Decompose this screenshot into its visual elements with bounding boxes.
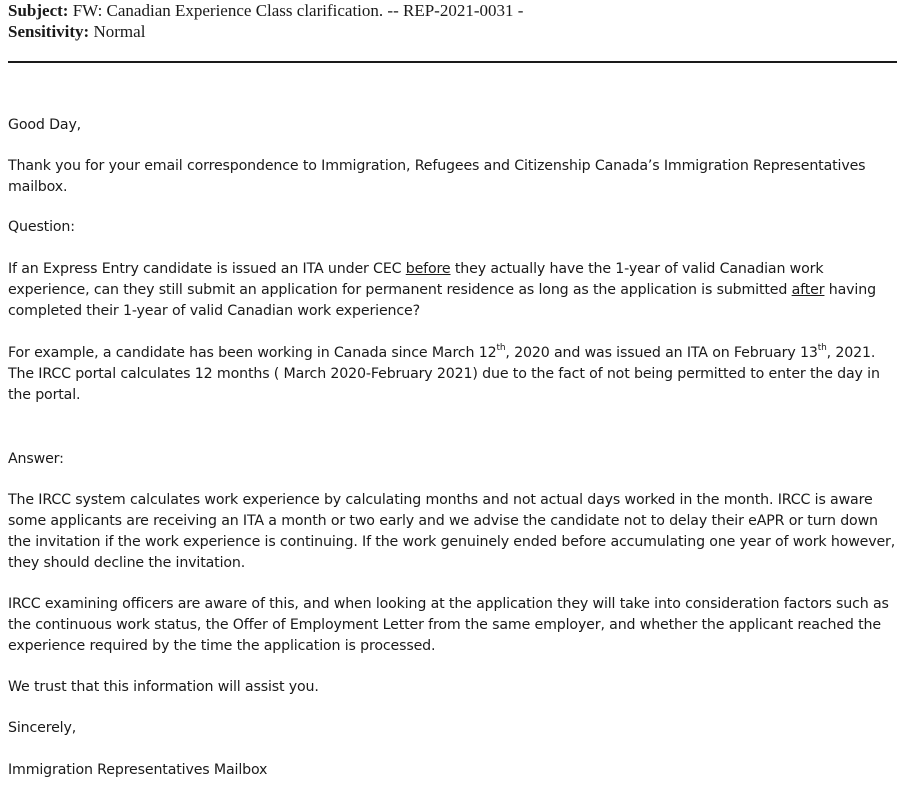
answer-paragraph-1: The IRCC system calculates work experience by calculating months and not actual days worked in the month. IRCC is aware some applicants are receiving an ITA a month or two early and we advise the candidate not to delay their eAPR or turn down the invitation if the work experience is continuing. If the work genuinely ended before accumulating one year of work however, they should decline the invitation. (8, 492, 896, 571)
signature: Immigration Representatives Mailbox (8, 762, 268, 778)
header-divider (8, 61, 897, 63)
trust-line: We trust that this information will assist you. (8, 679, 319, 695)
underlined-after: after (791, 282, 825, 298)
sensitivity-line (8, 21, 523, 42)
sensitivity-value: Normal (93, 22, 146, 41)
ordinal-superscript: th (817, 343, 827, 354)
answer-heading: Answer: (8, 451, 64, 467)
question-paragraph: If an Express Entry candidate is issued an ITA under CEC before they actually have the 1-year of valid Canadian work experience, can they still submit an application for permanent residence as long as the application is submitted after having completed their 1-year of valid Canadian work experience? (8, 261, 876, 319)
ordinal-superscript: th (496, 343, 506, 354)
email-header (8, 0, 523, 42)
answer-paragraph-2: IRCC examining officers are aware of this, and when looking at the application they will take into consideration factors such as the continuous work status, the Offer of Employment Letter from the same employer, and whether the applicant reached the experience required by the time the application is processed. (8, 596, 889, 654)
example-paragraph: For example, a candidate has been working in Canada since March 12th, 2020 and was issued an ITA on February 13th, 2021. The IRCC portal calculates 12 months ( March 2020-February 2021) due to the fact of not being permitted to enter the day in the portal. (8, 343, 880, 403)
intro-paragraph: Thank you for your email correspondence to Immigration, Refugees and Citizenship Canada’s Immigration Representatives mailbox. (8, 158, 866, 195)
question-heading: Question: (8, 219, 75, 235)
greeting: Good Day, (8, 117, 82, 133)
subject-line (8, 0, 523, 21)
underlined-before: before (405, 261, 451, 277)
subject-label: Subject: (8, 1, 69, 20)
sensitivity-label: Sensitivity: (8, 22, 90, 41)
subject-value: FW: Canadian Experience Class clarification. -- REP-2021-0031 - (72, 1, 524, 20)
closing: Sincerely, (8, 720, 77, 736)
